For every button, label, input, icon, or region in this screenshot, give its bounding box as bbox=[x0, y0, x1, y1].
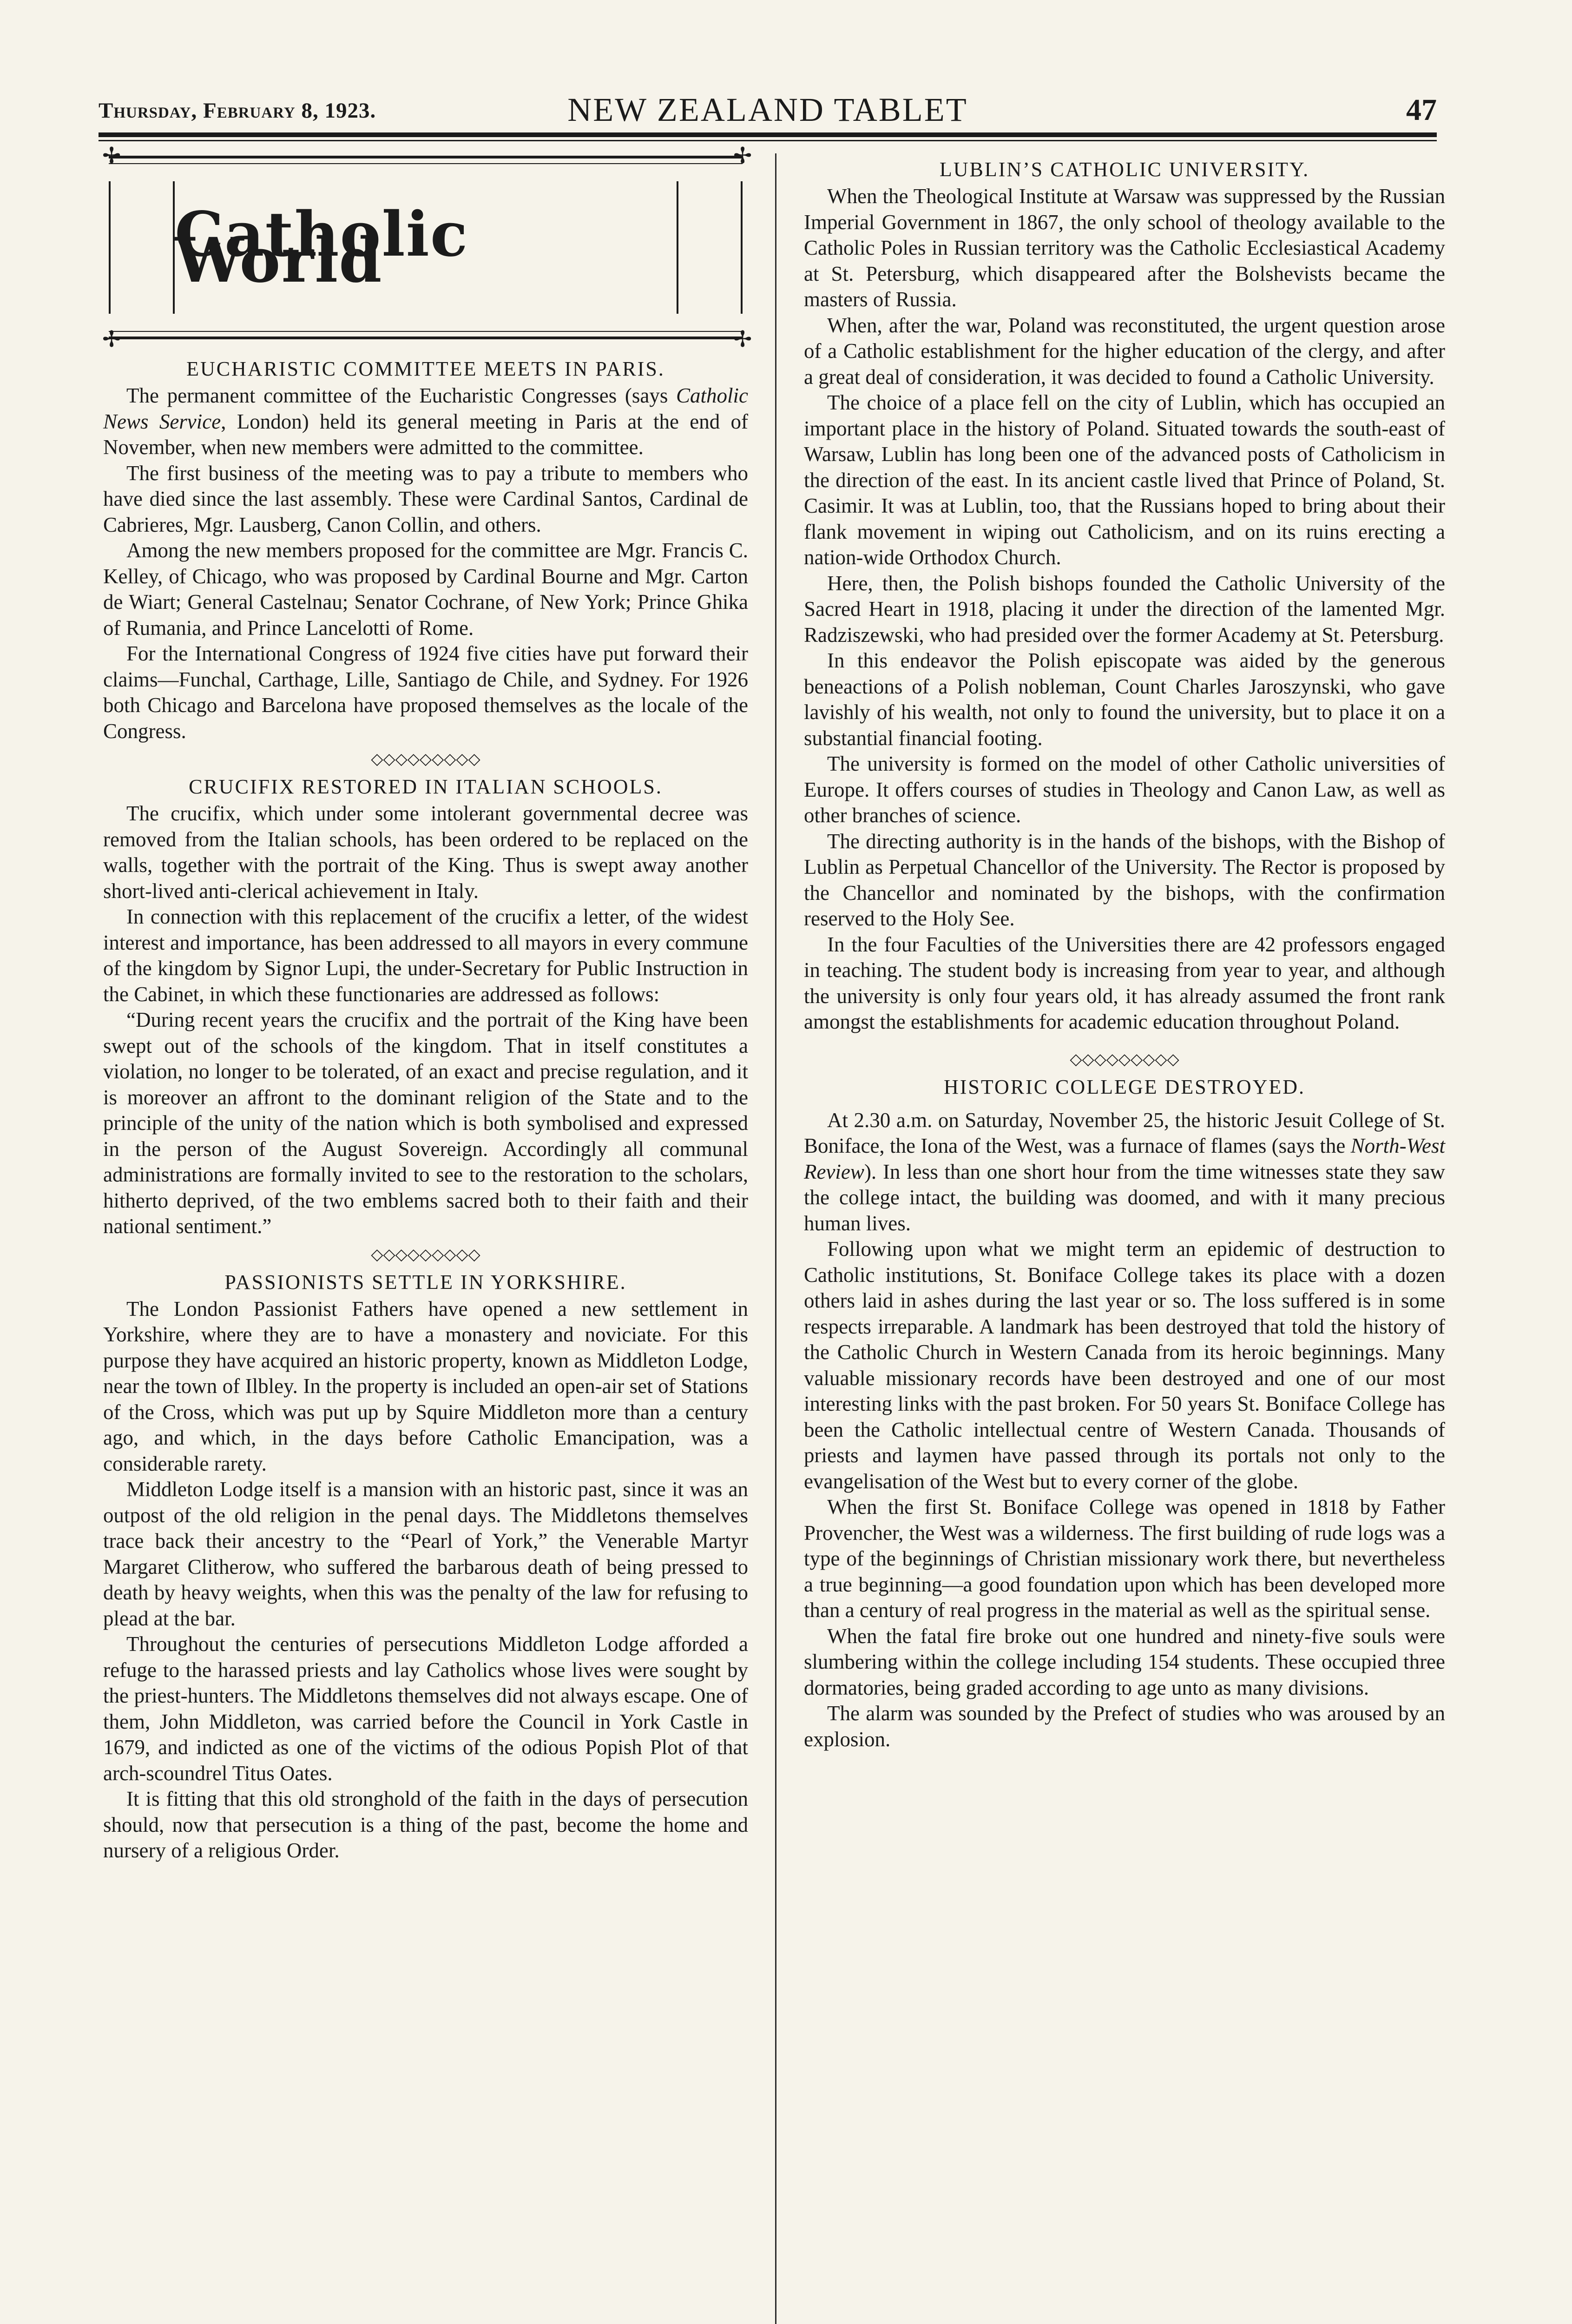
article-paragraph: Among the new members proposed for the committee are Mgr. Francis C. Kelley, of Chicago, who was proposed by Cardinal Bourne and Mgr. Carton de Wiart; General Castelnau; Senator Cochrane, of New York; Prince Ghika of Rumania, and Prince Lancelotti of Rome. bbox=[103, 539, 748, 640]
column-divider bbox=[775, 153, 776, 2324]
article-paragraph: It is fitting that this old stronghold of the faith in the days of persecution should, now that persecution is a thing of the past, become the home and nursery of a religious Order. bbox=[103, 1787, 748, 1862]
section-banner bbox=[102, 144, 752, 352]
ornament-corner-icon: ✢ bbox=[102, 327, 121, 352]
article-heading: LUBLIN’S CATHOLIC UNIVERSITY. bbox=[939, 158, 1310, 181]
article-paragraph: “During recent years the crucifix and the portrait of the King have been swept out of the schools of the kingdom. That in itself constitutes a violation, no longer to be tolerated, of an exact and precise regulation, and it is moreover an affront to the dominant religion of the State and to the principle of the unity of the nation which is both symbolised and expressed in the person of the August Sovereign. Accordingly all communal administrations are formally invited to see to the restoration to the scholars, hitherto deprived, of the two emblems sacred both to their faith and their national sentiment.” bbox=[103, 1008, 748, 1238]
ornament-corner-icon: ✢ bbox=[733, 327, 752, 352]
article-paragraph: At 2.30 a.m. on Saturday, November 25, the historic Jesuit College of St. Boniface, the Iona of the West, was a furnace of flames (says the North-West Review). In less than one short hour from the time witnesses state they saw the college intact, the building was doomed, and with it many precious human lives. bbox=[804, 1108, 1445, 1235]
article-paragraph: When the fatal fire broke out one hundred and ninety-five souls were slumbering within the college including 154 students. These occupied three dormatories, being graded according to age unto as many divisions. bbox=[804, 1624, 1445, 1699]
article-heading: HISTORIC COLLEGE DESTROYED. bbox=[943, 1075, 1306, 1098]
article-heading: PASSIONISTS SETTLE IN YORKSHIRE. bbox=[224, 1270, 627, 1294]
masthead-rule bbox=[99, 132, 1437, 137]
page-number: 47 bbox=[1406, 93, 1437, 127]
article-heading: CRUCIFIX RESTORED IN ITALIAN SCHOOLS. bbox=[189, 775, 663, 798]
article-paragraph: The university is formed on the model of other Catholic universities of Europe. It offers courses of studies in Theology and Canon Law, as well as other branches of science. bbox=[804, 752, 1445, 827]
article-paragraph: The crucifix, which under some intolerant governmental decree was removed from the Italian schools, has been ordered to be replaced on the walls, together with the portrait of the King. Thus is swept away another short-lived anti-clerical achievement in Italy. bbox=[103, 802, 748, 903]
section-ornament: ◇◇◇◇◇◇◇◇◇ bbox=[371, 751, 480, 768]
article-paragraph: In the four Faculties of the Universities there are 42 professors engaged in teaching. The student body is increasing from year to year, and although the university is only four years old, it has already assumed the front rank amongst the establishments for academic education throughout Poland. bbox=[804, 932, 1445, 1033]
article-paragraph: The London Passionist Fathers have opened a new settlement in Yorkshire, where they are to have a monastery and noviciate. For this purpose they have acquired an historic property, known as Middleton Lodge, near the town of Ilbley. In the property is included an open-air set of Stations of the Cross, which was put up by Squire Middleton more than a century ago, and which, in the days before Catholic Emancipation, was a considerable rarety. bbox=[103, 1297, 748, 1475]
article-paragraph: When the Theological Institute at Warsaw was suppressed by the Russian Imperial Government in 1867, the only school of theology available to the Catholic Poles in Russian territory was the Catholic Ecclesiastical Academy at St. Petersburg, which disappeared after the Bolshevists became the masters of Russia. bbox=[804, 185, 1445, 311]
masthead-rule-thin bbox=[99, 140, 1437, 141]
article-heading: EUCHARISTIC COMMITTEE MEETS IN PARIS. bbox=[186, 357, 665, 380]
issue-date: Thursday, February 8, 1923. bbox=[99, 99, 376, 123]
article-paragraph: The alarm was sounded by the Prefect of studies who was aroused by an explosion. bbox=[804, 1702, 1445, 1751]
article-paragraph: The directing authority is in the hands of the bishops, with the Bishop of Lublin as Perpetual Chancellor of the University. The Rector is proposed by the Chancellor and nominated by the bishops, with the confirmation reserved to the Holy See. bbox=[804, 829, 1445, 930]
ornament-corner-icon: ✢ bbox=[102, 144, 121, 168]
article-paragraph: Following upon what we might term an epidemic of destruction to Catholic institutions, St. Boniface College takes its place with a dozen others laid in ashes during the last year or so. The loss suffered is in some respects irreparable. A landmark has been destroyed that told the history of the Catholic Church in Western Canada from its heroic beginnings. Many valuable missionary records have been destroyed and one of our most interesting links with the past broken. For 50 years St. Boniface College has been the Catholic intellectual centre of Western Canada. Thousands of priests and laymen have passed through its portals not only to the evangelisation of the West but to every corner of the globe. bbox=[804, 1237, 1445, 1493]
left-column bbox=[102, 144, 752, 1864]
article-paragraph: In connection with this replacement of the crucifix a letter, of the widest interest and importance, has been addressed to all mayors in every commune of the kingdom by Signor Lupi, the under-Secretary for Public Instruction in the Cabinet, in which these functionaries are addressed as follows: bbox=[103, 905, 748, 1006]
ornament-corner-icon: ✢ bbox=[733, 144, 752, 168]
newspaper-title: NEW ZEALAND TABLET bbox=[567, 91, 968, 128]
section-title: Catholic World bbox=[175, 198, 469, 297]
section-ornament: ◇◇◇◇◇◇◇◇◇ bbox=[1070, 1050, 1179, 1068]
article-paragraph: Middleton Lodge itself is a mansion with an historic past, since it was an outpost of the old religion in the penal days. The Middletons themselves trace back their ancestry to the “Pearl of York,” the Venerable Martyr Margaret Clitherow, who suffered the barbarous death of being pressed to death by heavy weights, when this was the penalty of the law for refusing to plead at the bar. bbox=[103, 1478, 748, 1630]
article-paragraph: For the International Congress of 1924 five cities have put forward their claims—Funchal, Carthage, Lille, Santiago de Chile, and Sydney. For 1926 both Chicago and Barcelona have proposed themselves as the locale of the Congress. bbox=[103, 642, 748, 743]
article-paragraph: Throughout the centuries of persecutions Middleton Lodge afforded a refuge to the harassed priests and lay Catholics whose lives were sought by the priest-hunters. The Middletons themselves did not always escape. One of them, John Middleton, was carried before the Council in York Castle in 1679, and indicted as one of the victims of the odious Popish Plot of that arch-scoundrel Titus Oates. bbox=[103, 1632, 748, 1785]
article-paragraph: When the first St. Boniface College was opened in 1818 by Father Provencher, the West was a wilderness. The first building of rude logs was a type of the beginnings of Christian missionary work there, but nevertheless a true beginning—a good foundation upon which has been developed more than a century of real progress in the material as well as the spiritual sense. bbox=[804, 1495, 1445, 1622]
article-paragraph: When, after the war, Poland was reconstituted, the urgent question arose of a Catholic establishment for the higher education of the clergy, and after a great deal of consideration, it was decided to found a Catholic University. bbox=[804, 313, 1445, 389]
section-ornament: ◇◇◇◇◇◇◇◇◇ bbox=[371, 1246, 480, 1263]
article-paragraph: In this endeavor the Polish episcopate was aided by the generous beneactions of a Polish nobleman, Count Charles Jaroszynski, who gave lavishly of his wealth, not only to found the university, but to place it on a substantial financial footing. bbox=[804, 649, 1445, 750]
article-paragraph: Here, then, the Polish bishops founded the Catholic University of the Sacred Heart in 1918, placing it under the direction of the lamented Mgr. Radziszewski, who had presided over the former Academy at St. Petersburg. bbox=[804, 571, 1445, 647]
article-paragraph: The first business of the meeting was to pay a tribute to members who have died since the last assembly. These were Cardinal Santos, Cardinal de Cabrieres, Mgr. Lausberg, Canon Collin, and others. bbox=[103, 461, 748, 536]
right-column bbox=[804, 156, 1445, 1752]
article-paragraph: The choice of a place fell on the city of Lublin, which has occupied an important place in the history of Poland. Situated towards the south-east of Warsaw, Lublin has long been one of the advanced posts of Catholicism in the direction of the east. In its ancient castle lived that Prince of Poland, St. Casimir. It was at Lublin, too, that the Russians hoped to bring about their flank movement in wiping out Catholicism, and on its ruins erecting a nation-wide Orthodox Church. bbox=[804, 391, 1445, 569]
masthead bbox=[99, 91, 1437, 132]
article-paragraph: The permanent committee of the Eucharistic Congresses (says Catholic News Service, London) held its general meeting in Paris at the end of November, when new members were admitted to the committee. bbox=[103, 384, 749, 459]
